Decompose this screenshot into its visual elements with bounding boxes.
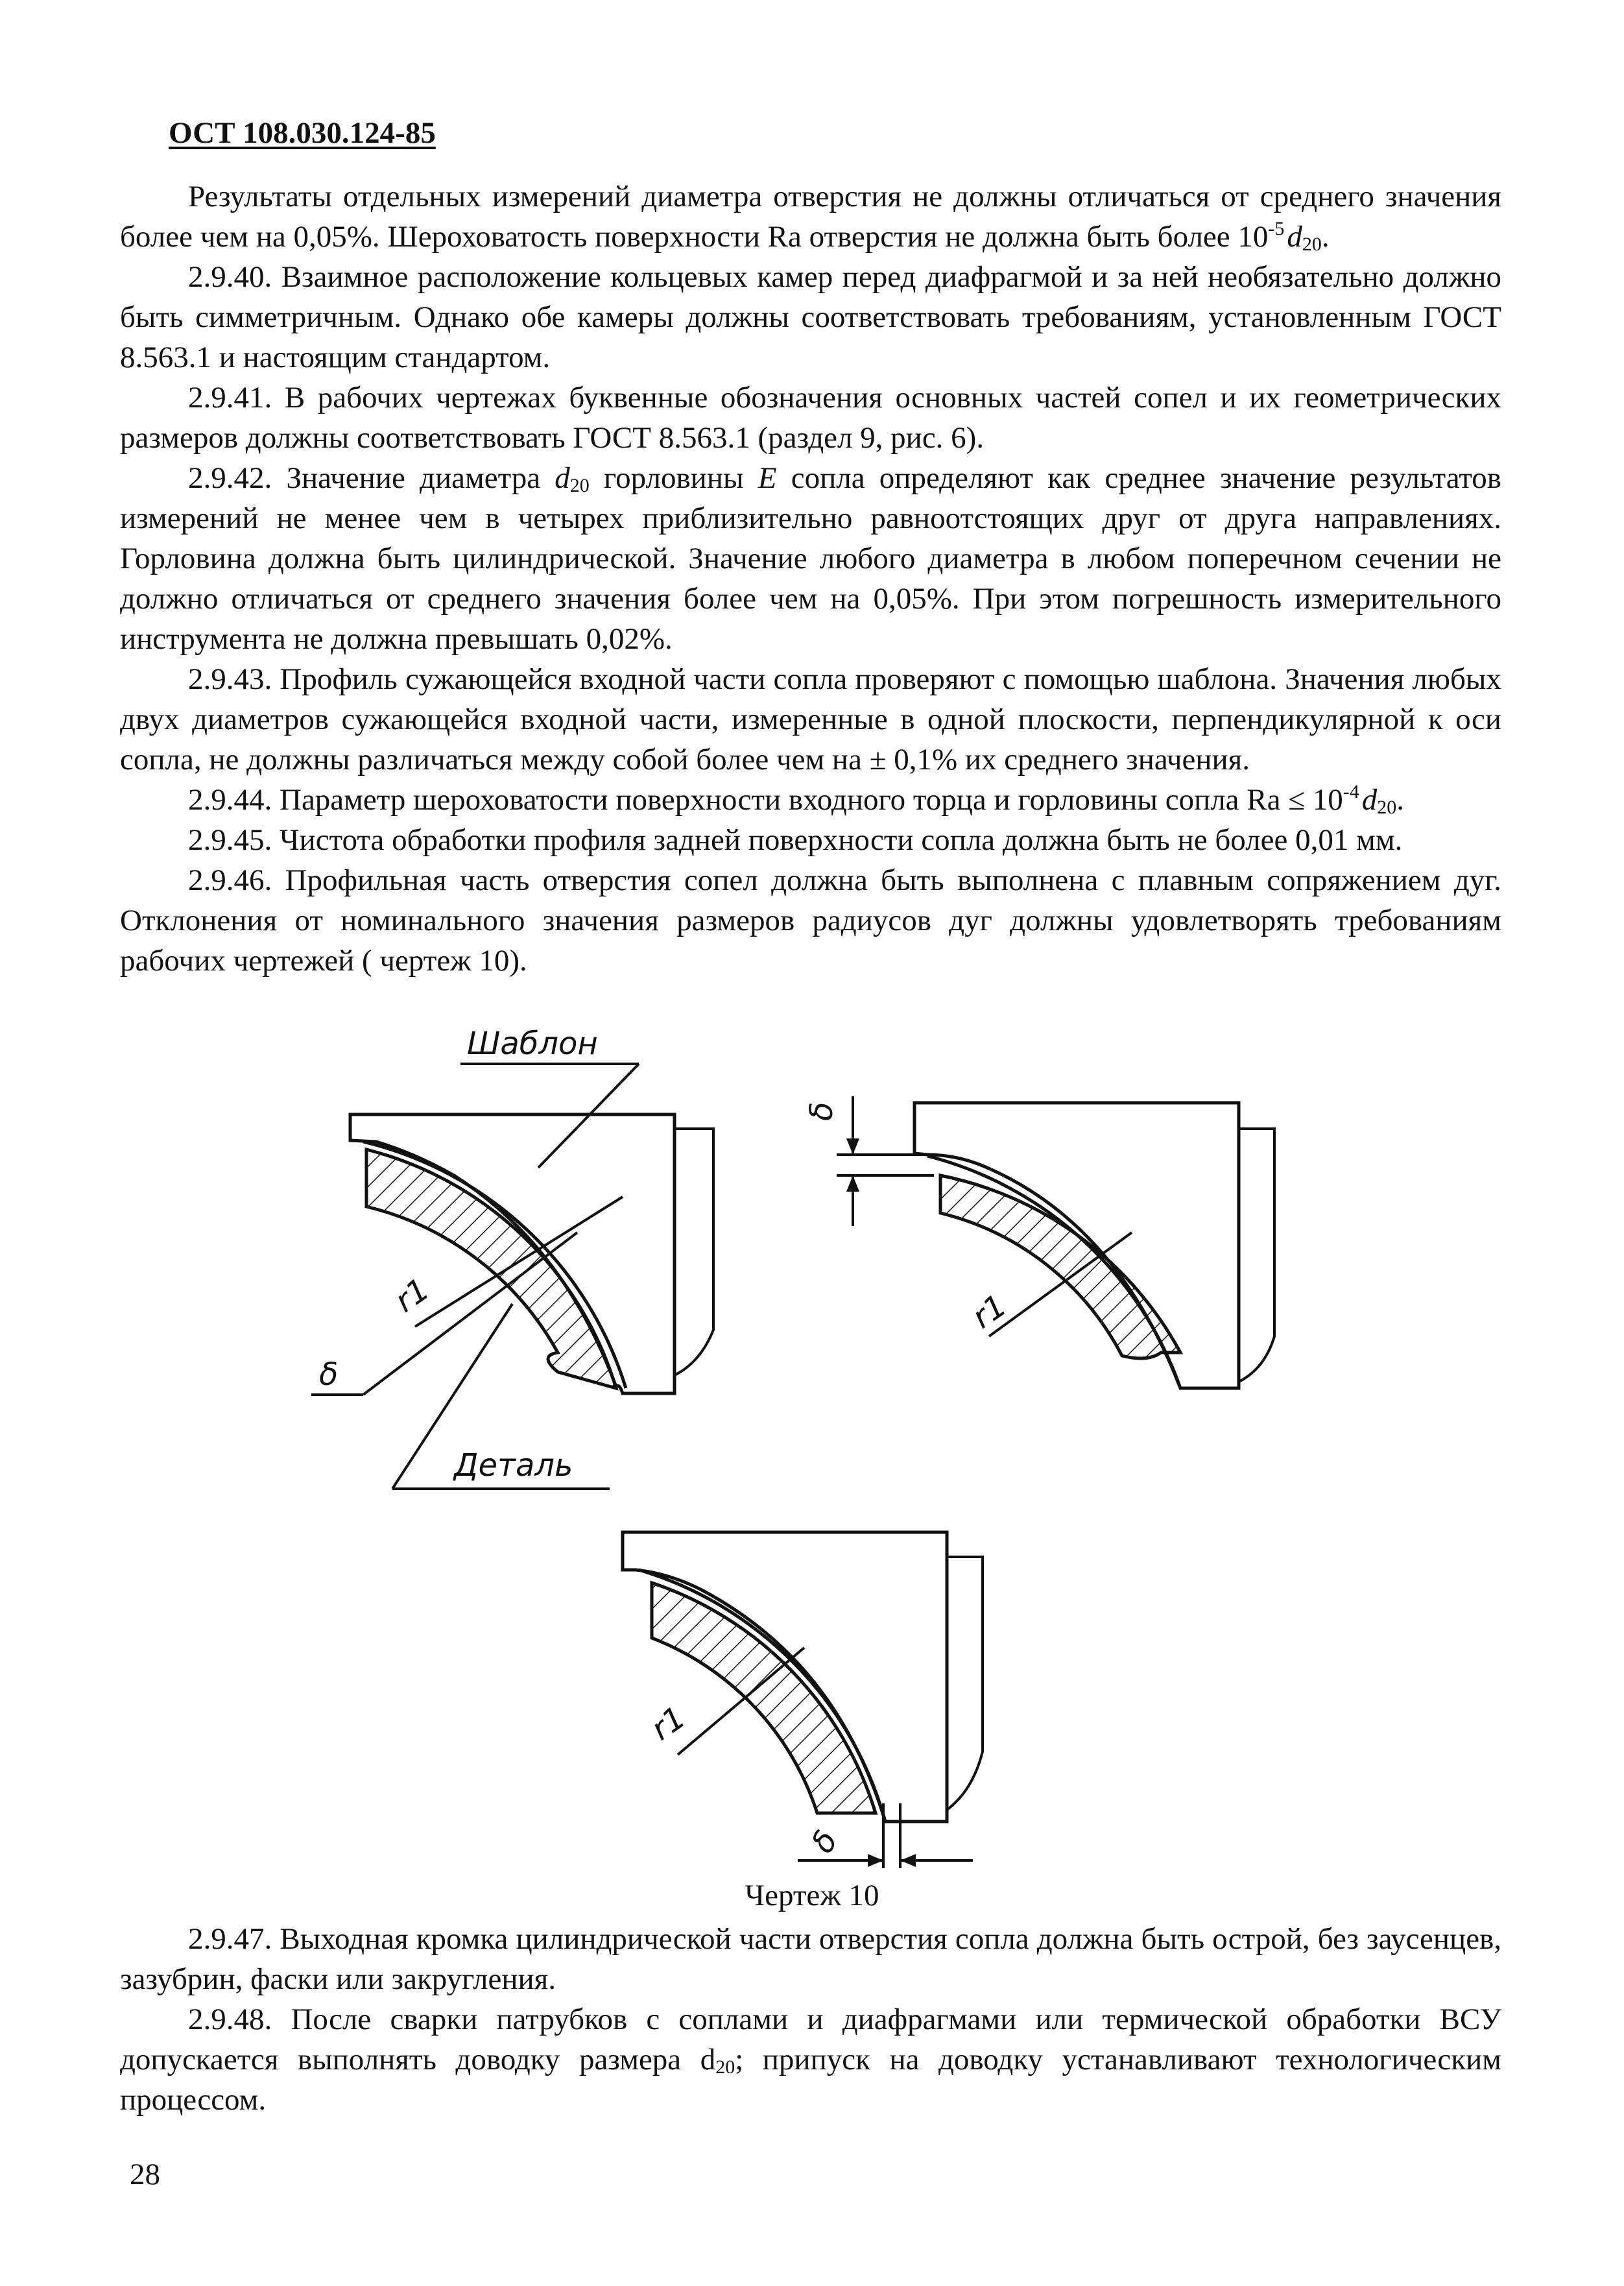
paragraph-2-9-48 [120,1999,1501,2120]
paragraph-2-9-41: 2.9.41. В рабочих чертежах буквенные обозначения основных частей сопел и их геометрических размеров должны соответствовать ГОСТ 8.563.1 (раздел 9, рис. 6). [120,381,1501,455]
radius-label: r1 [965,1287,1014,1336]
figure-caption: Чертеж 10 [745,1879,879,1912]
arrow-head [846,1175,859,1192]
figure-gap-end [623,1532,983,1868]
symbol-e: E [758,461,777,495]
gap-label: δ [804,1824,846,1859]
symbol-d: d [1287,220,1302,254]
paragraph-2-9-46: 2.9.46. Профильная часть отверстия сопел должна быть выполнена с плавным сопряжением дуг. Отклонения от номинального значения размеров радиусов дуг должны удовлетворять требованиям рабочих чертежей ( чертеж 10). [120,863,1501,978]
paragraph-text: горловины [589,461,758,495]
detail-section [366,1149,616,1388]
arrow-head [846,1138,859,1155]
paragraph-text: сопла определяют как среднее значение результатов измерений не менее чем в четырех приблизительно равноотстоящих друг от друга направлениях. Горловина должна быть цилиндрической. Значение любого диаметра в любом поперечном сечении не должно отличаться от среднего значения более чем на 0,05%. При этом погрешность измерительного инструмента не должна превышать 0,02%. [120,461,1501,656]
template-wall [1239,1129,1274,1382]
symbol-d: d [1361,783,1378,817]
radius-label: r1 [644,1699,693,1748]
subscript: 20 [1377,797,1397,818]
paragraph-2-9-47: 2.9.47. Выходная кромка цилиндрической части отверстия сопла должна быть острой, без заусенцев, зазубрин, фаски или закругления. [120,1922,1501,1996]
detail-section [652,1583,876,1813]
figure-gap-top [804,1096,1274,1388]
label-template: Шаблон [467,1026,598,1062]
gap-label: δ [804,1101,840,1121]
arrow-head [868,1854,883,1867]
subscript: 20 [715,2056,735,2078]
paragraph-2-9-40: 2.9.40. Взаимное расположение кольцевых камер перед диафрагмой и за ней необязательно должно быть симметричным. Однако обе камеры должны соответствовать требованиям, установленным ГОСТ 8.563.1 и настоящим стандартом. [120,260,1501,374]
label-part: Деталь [454,1447,573,1484]
figure-template-check [311,1026,713,1489]
page-number: 28 [130,2158,160,2191]
subscript: 20 [1302,234,1322,255]
paragraph-text: 2.9.44. Параметр шероховатости поверхности входного торца и горловины сопла Ra ≤ 10 [188,783,1343,817]
paragraph-2-9-43: 2.9.43. Профиль сужающейся входной части сопла проверяют с помощью шаблона. Значения любых двух диаметров сужающейся входной части, измеренные в одной плоскости, перпендикулярной к оси сопла, не должны различаться между собой более чем на ± 0,1% их среднего значения. [120,662,1501,776]
detail-section [940,1175,1180,1358]
superscript: -4 [1343,781,1359,802]
gap-label: δ [319,1356,339,1393]
paragraph-text: 2.9.42. Значение диаметра [188,461,555,495]
template-wall [675,1129,713,1375]
bottom-text-block [120,1919,1501,2120]
radius-label: r1 [388,1271,436,1320]
paragraph-text: 2.9.48. После сварки патрубков с соплами и диафрагмами или термической обработки ВСУ допускается выполнять доводку размера d [120,2003,1501,2076]
symbol-d: d [555,461,570,495]
superscript: -5 [1268,218,1285,239]
paragraph-text: . [1321,220,1330,254]
paragraph-text: ; припуск на доводку устанавливают технологическим процессом. [120,2043,1501,2117]
paragraph-text: . [1396,783,1404,817]
subscript: 20 [569,475,590,496]
document-code-header: ОСТ 108.030.124-85 [169,116,436,150]
arrow-head [900,1854,916,1867]
paragraph-2-9-45: 2.9.45. Чистота обработки профиля задней поверхности сопла должна быть не более 0,01 мм. [188,823,1403,857]
template-wall [947,1557,983,1810]
paragraph-text: Результаты отдельных измерений диаметра отверстия не должны отличаться от среднего значения более чем на 0,05%. Шероховатость поверхности Ra отверстия не должна быть более 10 [120,180,1501,254]
